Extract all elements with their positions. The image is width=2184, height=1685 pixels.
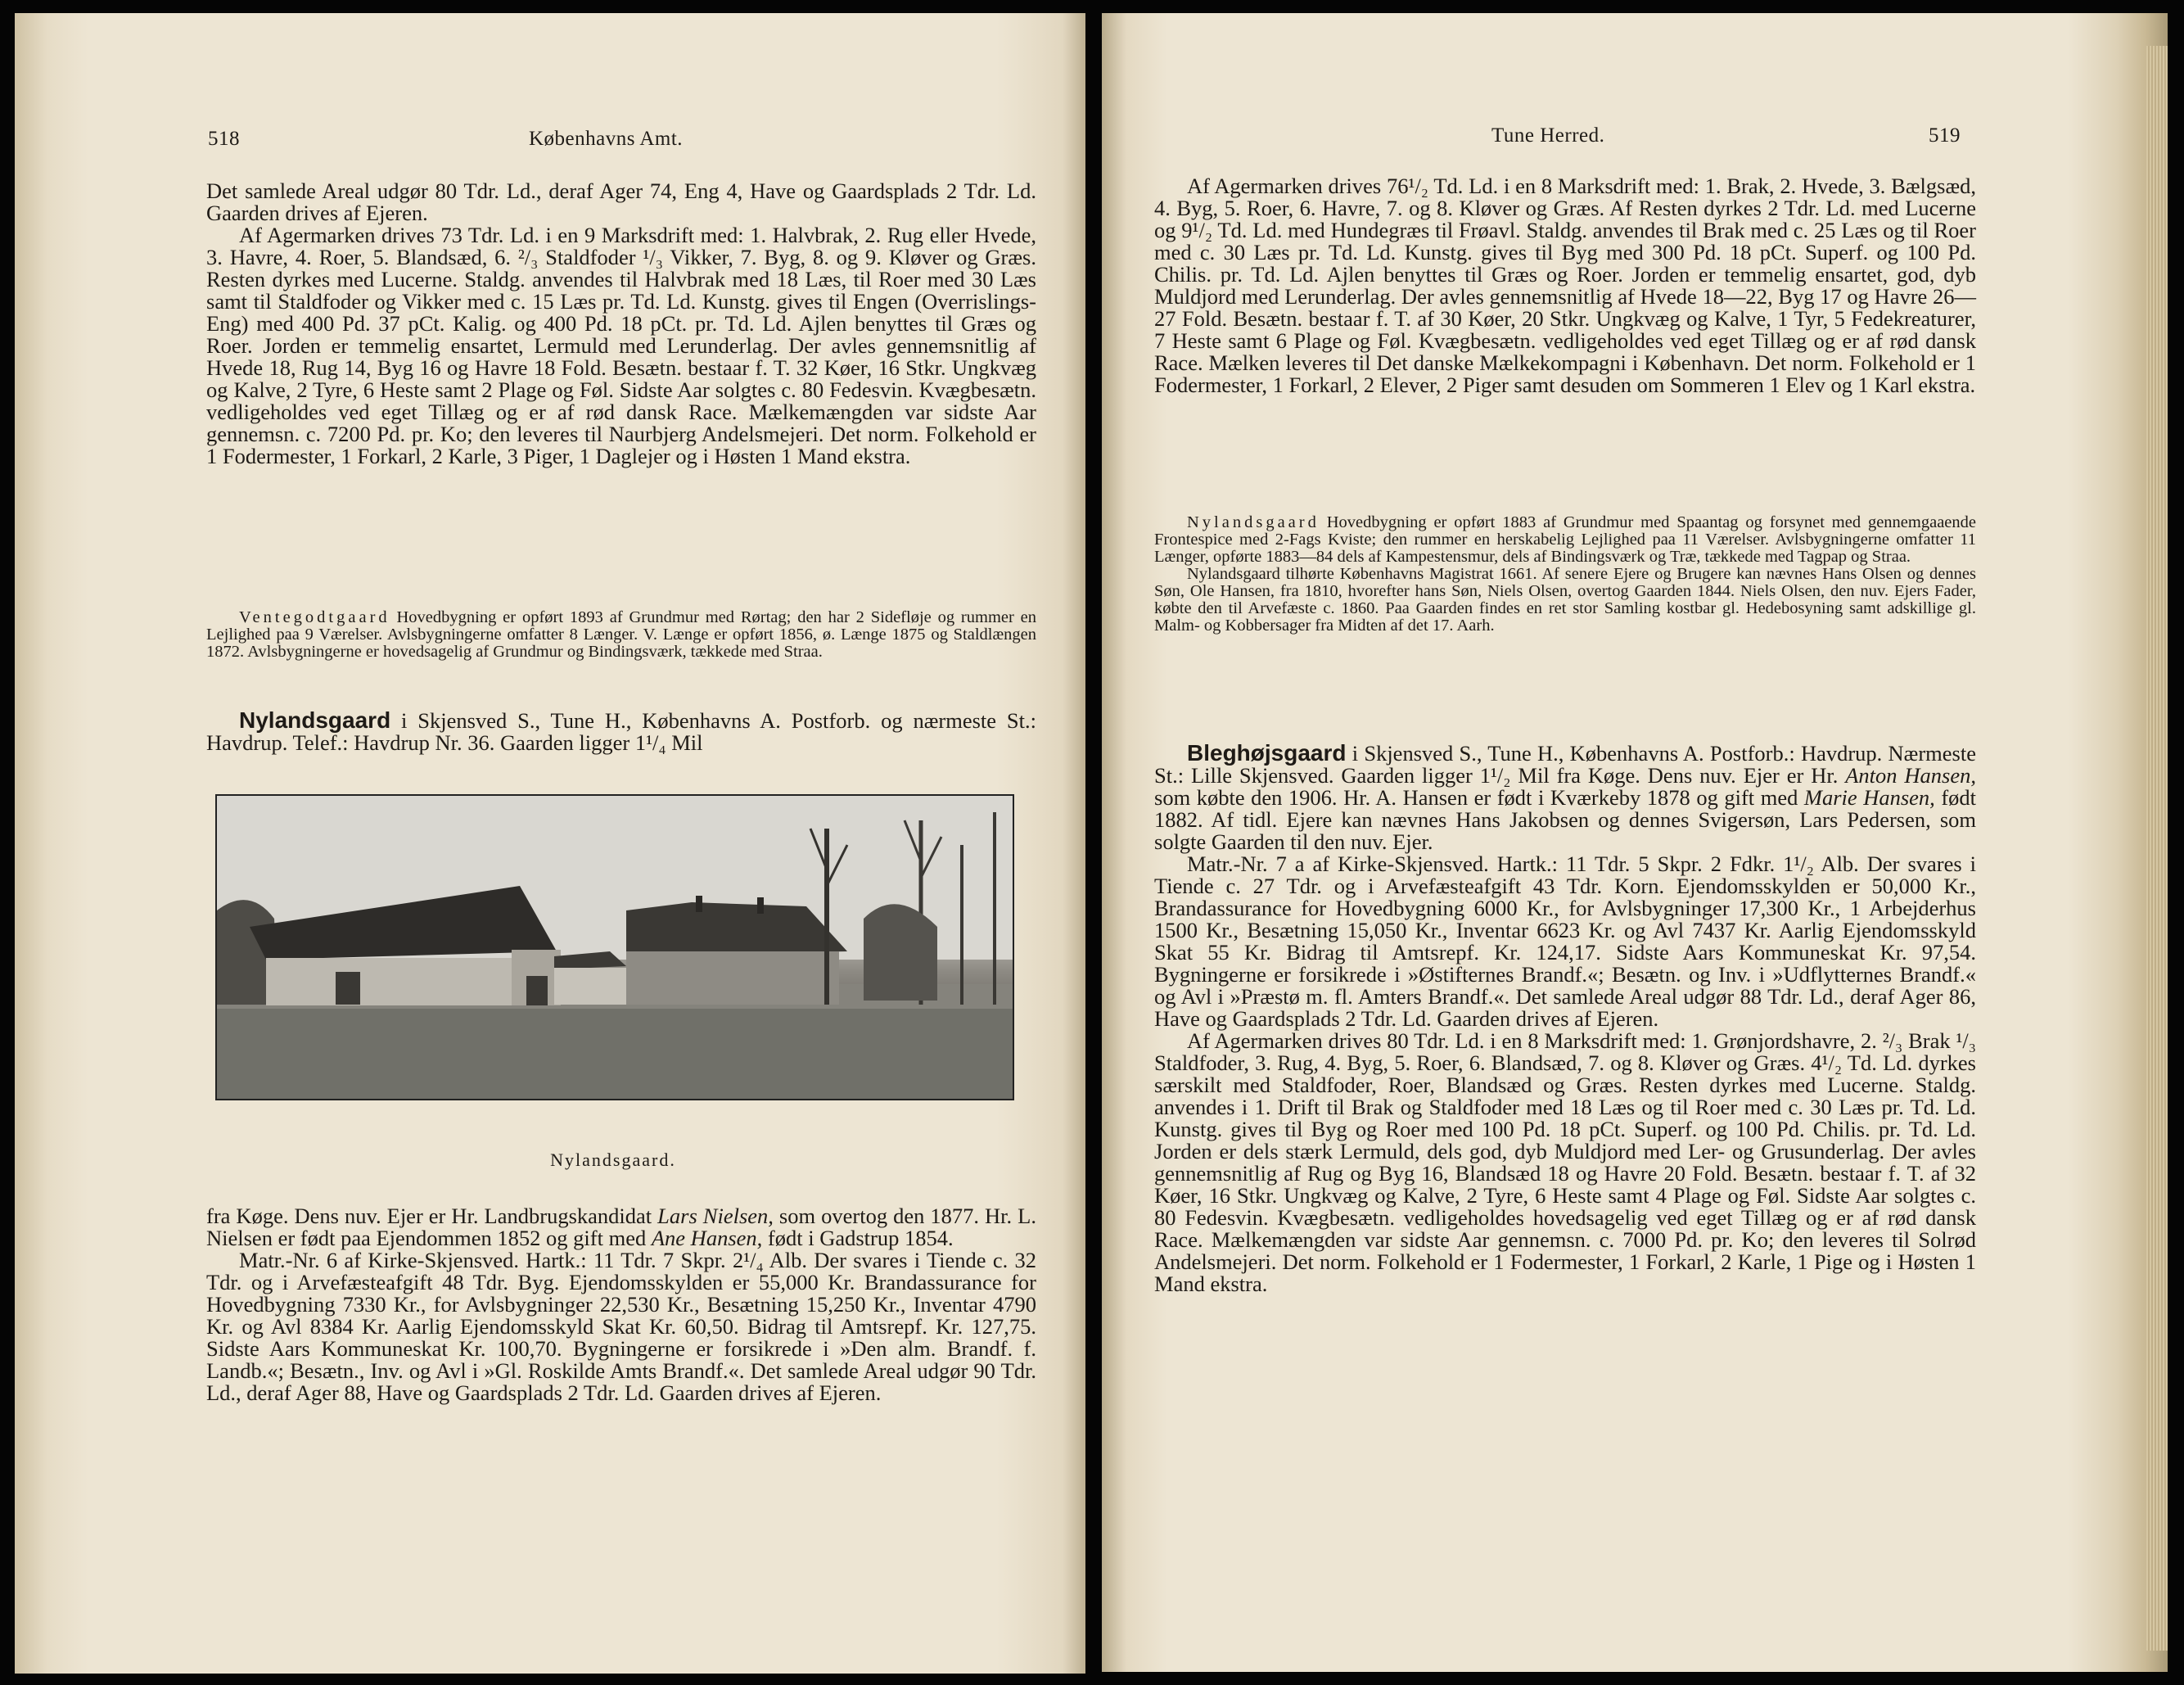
page-number: 518: [208, 128, 240, 150]
text-block-top: [1154, 175, 1976, 396]
estate-name: Bleghøjsgaard: [1187, 740, 1347, 766]
entry-text: født 1882. Af tidl. Ejere kan nævnes Hans Jakobsen og dennes Svigersøn, Lars Pedersen, som solgte Gaarden til den nuv. Ejer.: [1154, 785, 1977, 854]
page-edge: [2146, 46, 2168, 1651]
continuation: fra Køge. Dens nuv. Ejer er Hr. Landbrugskandidat: [206, 1204, 658, 1228]
page-number: 519: [1929, 124, 1961, 147]
running-head: Tune Herred.: [1491, 124, 1605, 147]
continuation: som overtog den 1877. Hr. L. Nielsen er født paa Ejendommen 1852 og gift med: [206, 1204, 1036, 1250]
wife-name: Ane Hansen,: [651, 1226, 763, 1250]
owner-name: Lars Nielsen,: [657, 1204, 774, 1228]
building-note: [206, 609, 1036, 661]
wife-name: Marie Hansen,: [1803, 785, 1935, 810]
history-note: Nylandsgaard tilhørte Københavns Magistrat 1661. Af senere Ejere og Brugere kan nævnes Hans Olsen og dennes Søn, Ole Hansen, fra 1810, hvorefter hans Søn, Niels Olsen, overtog Gaarden 1844. Niels Olsen, den nuv. Ejers Fader, købte den til Arvefæste c. 1860. Paa Gaarden findes en ret stor Samling kostbar gl. Hedebosyning samt adskillige gl. Malm- og Kobbersager fra Midten af det 17. Aarh.: [1154, 565, 1976, 635]
text-block-top: [206, 180, 1036, 468]
note-lead: Nylandsgaard: [1187, 513, 1320, 531]
entry-intro: i Skjensved S., Tune H., Københavns A. Postforb. og nærmeste St.: Havdrup. Telef.: Havdrup Nr. 36. Gaarden ligger 1¹/₄ Mil: [206, 708, 1036, 755]
paragraph: Af Agermarken drives 80 Tdr. Ld. i en 8 Marksdrift med: 1. Grønjordshavre, 2. ²/₃ Brak ¹/₃ Staldfoder, 3. Rug, 4. Byg, 5. Roer, 6. Blandsæd, 7. og 8. Kløver og Græs. 4¹/₂ Td. Ld. dyrkes særskilt med Staldfoder, Roer, Blandsæd og Græs. Resten dyrkes med Lucerne. Staldg. anvendes i 1. Drift til Brak og Staldfoder med 18 Læs og til Roer med c. 30 Læs pr. Td. Ld. Kunstg. gives til Byg og Roer med 100 Pd. 18 pCt. Superf. og 100 Pd. Chilis. pr. Td. Ld. Jorden er dels stærk Lermuld, dels god, dyb Muldjord med Ler- og Grusunderlag. Der avles gennemsnitlig af Rug og Byg 16, Blandsæd 18 og Havre 20 Fold. Besætn. bestaar f. T. af 32 Køer, 16 Stkr. Ungkvæg og Kalve, 2 Tyre, 6 Heste samt 4 Plage og Føl. Sidste Aar solgtes c. 80 Fedesvin. Kvægbesætn. vedligeholdes hovedsagelig ved eget Tillæg og er af rød dansk Race. Mælkemængden var sidste Aar gennemsn. c. 7000 Pd. pr. Ko; den leveres til Solrød Andelsmejeri. Det norm. Folkehold er 1 Fodermester, 1 Forkarl, 2 Karle, 1 Pige og i Høsten 1 Mand ekstra.: [1154, 1028, 1976, 1296]
running-head: Københavns Amt.: [529, 128, 684, 150]
estate-name: Nylandsgaard: [239, 707, 391, 733]
note-text: Hovedbygning er opført 1883 af Grundmur med Spaantag og forsynet med gennemgaaende Frontespice med 2-Fags Kviste; den rummer en herskabelig Lejlighed paa 11 Værelser. Avlsbygningerne omfatter 11 Længer, opførte 1883—84 dels af Kampestensmur, dels af Bindingsværk og Træ, tækkede med Tagpap og Straa.: [1154, 513, 1976, 566]
owner-name: Anton Hansen,: [1845, 763, 1976, 788]
paragraph: Af Agermarken drives 76¹/₂ Td. Ld. i en 8 Marksdrift med: 1. Brak, 2. Hvede, 3. Bælgsæd, 4. Byg, 5. Roer, 6. Havre, 7. og 8. Kløver og Græs. Af Resten dyrkes 2 Tdr. Ld. med Lucerne og 9¹/₂ Td. Ld. med Hundegræs til Frøavl. Staldg. anvendes til Brak med c. 25 Læs og til Roer med c. 30 Læs pr. Td. Ld. Kunstg. gives til Byg med 300 Pd. 18 pCt. Superf. og 100 Pd. Chilis. pr. Td. Ld. Ajlen benyttes til Græs og Roer. Jorden er temmelig ensartet, god, dyb Muldjord med Lerunderlag. Der avles gennemsnitlig af Hvede 18—22, Byg 17 og Havre 26—27 Fold. Besætn. bestaar f. T. af 30 Køer, 20 Stkr. Ungkvæg og Kalve, 1 Tyr, 5 Fedekreaturer, 7 Heste samt 6 Plage og Føl. Kvægbesætn. vedligeholdes ved eget Tillæg og er af rød dansk Race. Mælken leveres til Det danske Mælkekompagni i København. Det norm. Folkehold er 1 Fodermester, 1 Forkarl, 2 Elever, 2 Piger samt desuden om Sommeren 1 Elev og 1 Karl ekstra.: [1154, 174, 1976, 397]
text-block-bottom: [206, 1205, 1036, 1404]
entry-text: som købte den 1906. Hr. A. Hansen er født i Kværkeby 1878 og gift med: [1154, 785, 1804, 810]
farm-illustration: [217, 796, 1013, 1099]
paragraph: Matr.-Nr. 6 af Kirke-Skjensved. Hartk.: 11 Tdr. 7 Skpr. 2¹/₄ Alb. Der svares i Tiende c. 32 Tdr. og i Arvefæsteafgift 48 Tdr. Byg. Ejendomsskylden er 55,000 Kr. Brandassurance for Hovedbygning 7330 Kr., for Avlsbygninger 22,530 Kr., Besætning 15,250 Kr., Inventar 4790 Kr. og Avl 8384 Kr. Aarlig Ejendomsskyld Skat Kr. 60,50. Bidrag til Amtsrepf. Kr. 127,75. Sidste Aars Kommuneskat Kr. 100,70. Bygningerne er forsikrede i »Den alm. Brandf. f. Landb.«; Besætn., Inv. og Avl i »Gl. Roskilde Amts Brandf.«. Det samlede Areal udgør 90 Tdr. Ld., deraf Ager 88, Have og Gaardsplads 2 Tdr. Ld. Gaarden drives af Ejeren.: [206, 1248, 1036, 1405]
paragraph: Matr.-Nr. 7 a af Kirke-Skjensved. Hartk.: 11 Tdr. 5 Skpr. 2 Fdkr. 1¹/₂ Alb. Der svares i Tiende c. 27 Tdr. og i Arvefæsteafgift 43 Tdr. Korn. Ejendomsskylden er 50,000 Kr., Brandassurance for Hovedbygning 6000 Kr., for Avlsbygninger 17,300 Kr., 1 Arbejderhus 1500 Kr., Besætning 15,050 Kr., Inventar 6623 Kr. og Avl 7437 Kr. Aarlig Ejendomsskyld Skat 55 Kr. Bidrag til Amtsrepf. Kr. 124,17. Sidste Aars Kommuneskat Kr. 97,54. Bygningerne er forsikrede i »Østifternes Brandf.«; Besætn. og Inv. i »Udflytternes Brandf.« og Avl i »Præstø m. fl. Amters Brandf.«. Det samlede Areal udgør 88 Tdr. Ld., deraf Ager 86, Have og Gaardsplads 2 Tdr. Ld. Gaarden drives af Ejeren.: [1154, 852, 1976, 1031]
left-page: [15, 13, 1085, 1674]
paragraph: Af Agermarken drives 73 Tdr. Ld. i en 9 Marksdrift med: 1. Halvbrak, 2. Rug eller Hvede, 3. Havre, 4. Roer, 5. Blandsæd, 6. ²/₃ Staldfoder ¹/₃ Vikker, 7. Byg, 8. og 9. Kløver og Græs. Resten dyrkes med Lucerne. Staldg. anvendes til Halvbrak med 18 Læs, til Roer med 30 Læs samt til Staldfoder og Vikker med c. 15 Læs pr. Td. Ld. Kunstg. gives til Engen (Overrislings-Eng) med 400 Pd. 37 pCt. Kalig. og 400 Pd. 18 pCt. pr. Td. Ld. Ajlen benyttes til Græs og Roer. Jorden er temmelig ensartet, Lermuld med Lerunderlag. Der avles gennemsnitlig af Hvede 18, Rug 14, Byg 16 og Havre 18 Fold. Besætn. bestaar f. T. 32 Køer, 16 Stkr. Ungkvæg og Kalve, 2 Tyre, 6 Heste samt 2 Plage og Føl. Sidste Aar solgtes c. 80 Fedesvin. Kvægbesætn. vedligeholdes ved eget Tillæg og er af rød dansk Race. Mælkemængden var sidste Aar gennemsn. c. 7200 Pd. pr. Ko; den leveres til Naurbjerg Andelsmejeri. Det norm. Folkehold er 1 Fodermester, 1 Forkarl, 2 Karle, 3 Piger, 1 Daglejer og i Høsten 1 Mand ekstra.: [206, 223, 1036, 468]
continuation: født i Gadstrup 1854.: [762, 1226, 954, 1250]
right-page: [1102, 13, 2168, 1672]
farm-photograph: [215, 794, 1014, 1100]
entry-heading: [206, 709, 1036, 754]
photo-caption: Nylandsgaard.: [550, 1150, 676, 1170]
entry-text: i Skjensved S., Tune H., Københavns A. Postforb.: Havdrup. Nærmeste St.: Lille Skjensved. Gaarden ligger 1¹/₂ Mil fra Køge. Dens nuv. Ejer er Hr.: [1154, 741, 1976, 788]
paragraph: Det samlede Areal udgør 80 Tdr. Ld., deraf Ager 74, Eng 4, Have og Gaardsplads 2 Tdr. Ld. Gaarden drives af Ejeren.: [206, 178, 1036, 225]
note-lead: Ventegodtgaard: [239, 608, 390, 626]
entry-bleghojsgaard: [1154, 742, 1976, 1295]
building-note: [1154, 514, 1976, 635]
note-text: Hovedbygning er opført 1893 af Grundmur med Rørtag; den har 2 Sidefløje og rummer en Lejlighed paa 9 Værelser. Avlsbygningerne omfatter 8 Længer. V. Længe er opført 1856, ø. Længe 1875 og Staldlængen 1872. Avlsbygningerne er hovedsagelig af Grundmur og Bindingsværk, tækkede med Straa.: [206, 608, 1036, 661]
